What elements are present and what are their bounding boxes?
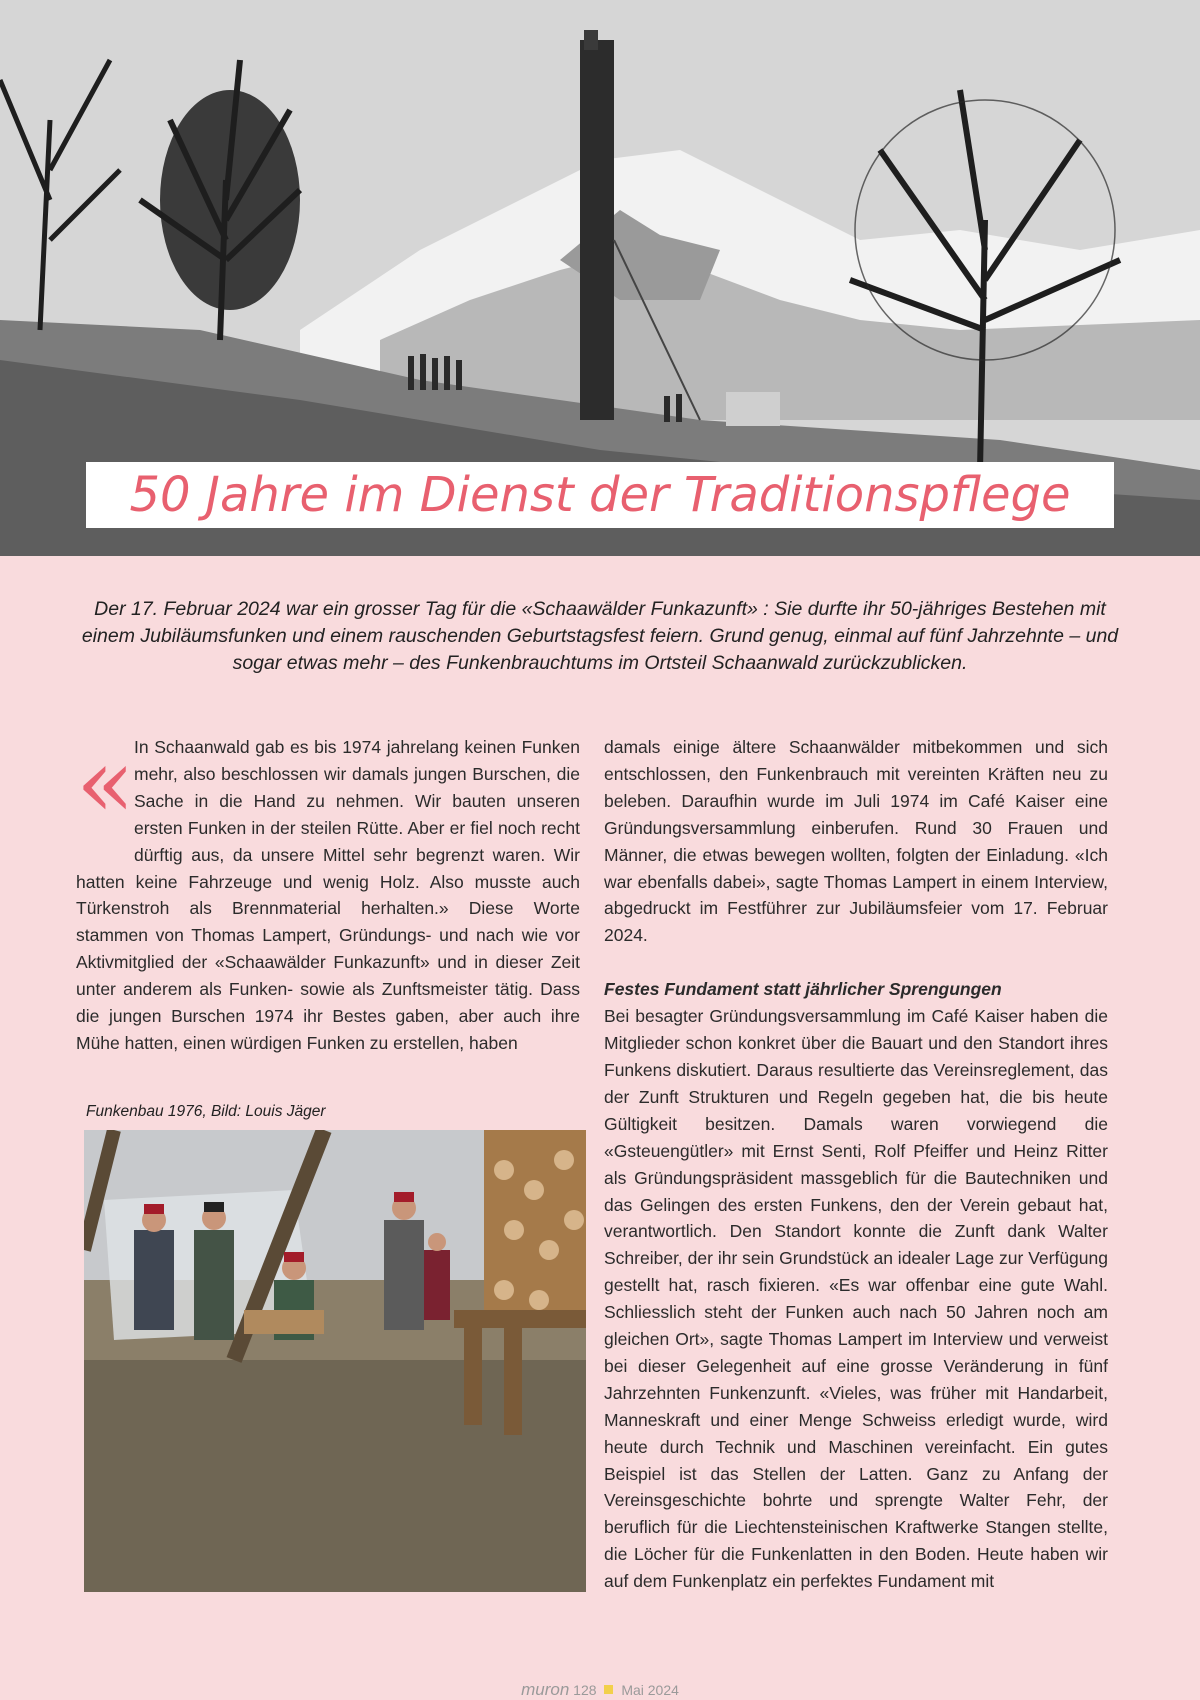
photo-caption: Funkenbau 1976, Bild: Louis Jäger bbox=[86, 1103, 326, 1120]
quote-mark-icon: « bbox=[76, 727, 135, 839]
hero-photo bbox=[0, 0, 1200, 556]
article-paragraph-1: In Schaanwald gab es bis 1974 jahrelang keinen Funken mehr, also beschlossen wir damals jungen Burschen, die Sache in die Hand zu nehmen. Wir bauten unseren ersten Funken in der steilen Rütte. Aber er fiel noch recht dürftig aus, da unsere Mittel sehr begrenzt waren. Wir hatten keine Fahrzeuge und wenig Holz. Also musste auch Türkenstroh als Brennmaterial herhalten.» Diese Worte stammen von Thomas Lampert, Gründungs- und nach wie vor Aktivmitglied der «Schaawälder Funkazunft» und in dieser Zeit unter anderem als Funken- sowie als Zunftsmeister tätig. Dass die jungen Burschen 1974 ihr Bestes gaben, aber auch ihre Mühe hatten, einen würdigen Funken zu erstellen, haben bbox=[76, 737, 580, 1053]
page-footer bbox=[0, 1680, 1200, 1700]
title-banner bbox=[86, 462, 1114, 528]
footer-square-icon bbox=[604, 1685, 613, 1694]
article-column-left bbox=[76, 727, 580, 1057]
article-column-right bbox=[604, 734, 1108, 1595]
article-paragraph-2: damals einige ältere Schaanwälder mitbekommen und sich entschlossen, den Funkenbrauch mit vereinten Kräften neu zu beleben. Daraufhin wurde im Juli 1974 im Café Kaiser eine Gründungsversammlung einberufen. Rund 30 Frauen und Männer, die etwas bewegen wollten, folgten der Einladung. «Ich war ebenfalls dabei», sagte Thomas Lampert in einem Interview, abgedruckt im Festführer zur Jubiläumsfeier vom 17. Februar 2024. bbox=[604, 737, 1108, 946]
footer-date: Mai 2024 bbox=[621, 1682, 679, 1698]
article-photo bbox=[84, 1130, 586, 1592]
funkenbau-photo-illustration bbox=[84, 1130, 586, 1592]
article-paragraph-3: Bei besagter Gründungsversammlung im Café Kaiser haben die Mitglieder schon konkret über die Bauart und den Standort ihres Funkens diskutiert. Daraus resultierte das Vereinsreglement, das der Zunft Strukturen und Regeln gegeben hat, die bis heute Gültigkeit besitzen. Damals waren vorwiegend die «Gsteuengütler» mit Ernst Senti, Rolf Pfeiffer und Heinz Ritter als Gründungspräsident massgeblich für die Bautechniken und das Gelingen des ersten Funkens, den der Verein gebaut hat, verantwortlich. Den Standort konnte die Zunft dank Walter Schreiber, der ihr sein Grundstück an idealer Lage zur Verfügung gestellt hat, rasch fixieren. «Es war offenbar eine gute Wahl. Schliesslich steht der Funken auch nach 50 Jahren noch am gleichen Ort», sagte Thomas Lampert im Interview und verweist bei dieser Gelegenheit auf eine grosse Veränderung in fünf Jahrzehnten Funkenzunft. «Vieles, was früher mit Handarbeit, Manneskraft und einer Menge Schweiss erledigt wurde, wird heute durch Technik und Maschinen vereinfacht. Ein gutes Beispiel ist das Stellen der Latten. Ganz zu Anfang der Vereinsgeschichte bohrte und sprengte Walter Fehr, der beruflich für die Liechtensteinischen Kraftwerke Stangen stellte, die Löcher für die Funkenlatten in den Boden. Heute haben wir auf dem Funkenplatz ein perfektes Fundament mit bbox=[604, 1006, 1108, 1592]
page-title: 50 Jahre im Dienst der Traditionspflege bbox=[129, 467, 1071, 523]
footer-brand: muron bbox=[521, 1680, 570, 1699]
article-subheading: Festes Fundament statt jährlicher Sprengungen bbox=[604, 979, 1002, 1000]
lead-paragraph: Der 17. Februar 2024 war ein grosser Tag für die «Schaawälder Funkazunft» : Sie durfte ihr 50-jähriges Bestehen mit einem Jubiläumsfunken und einem rauschenden Geburtstagsfest feiern. Grund genug, einmal auf fünf Jahrzehnte – und sogar etwas mehr – des Funkenbrauchtums im Ortsteil Schaanwald zurückzublicken. bbox=[81, 598, 1119, 674]
footer-issue: 128 bbox=[573, 1682, 597, 1698]
